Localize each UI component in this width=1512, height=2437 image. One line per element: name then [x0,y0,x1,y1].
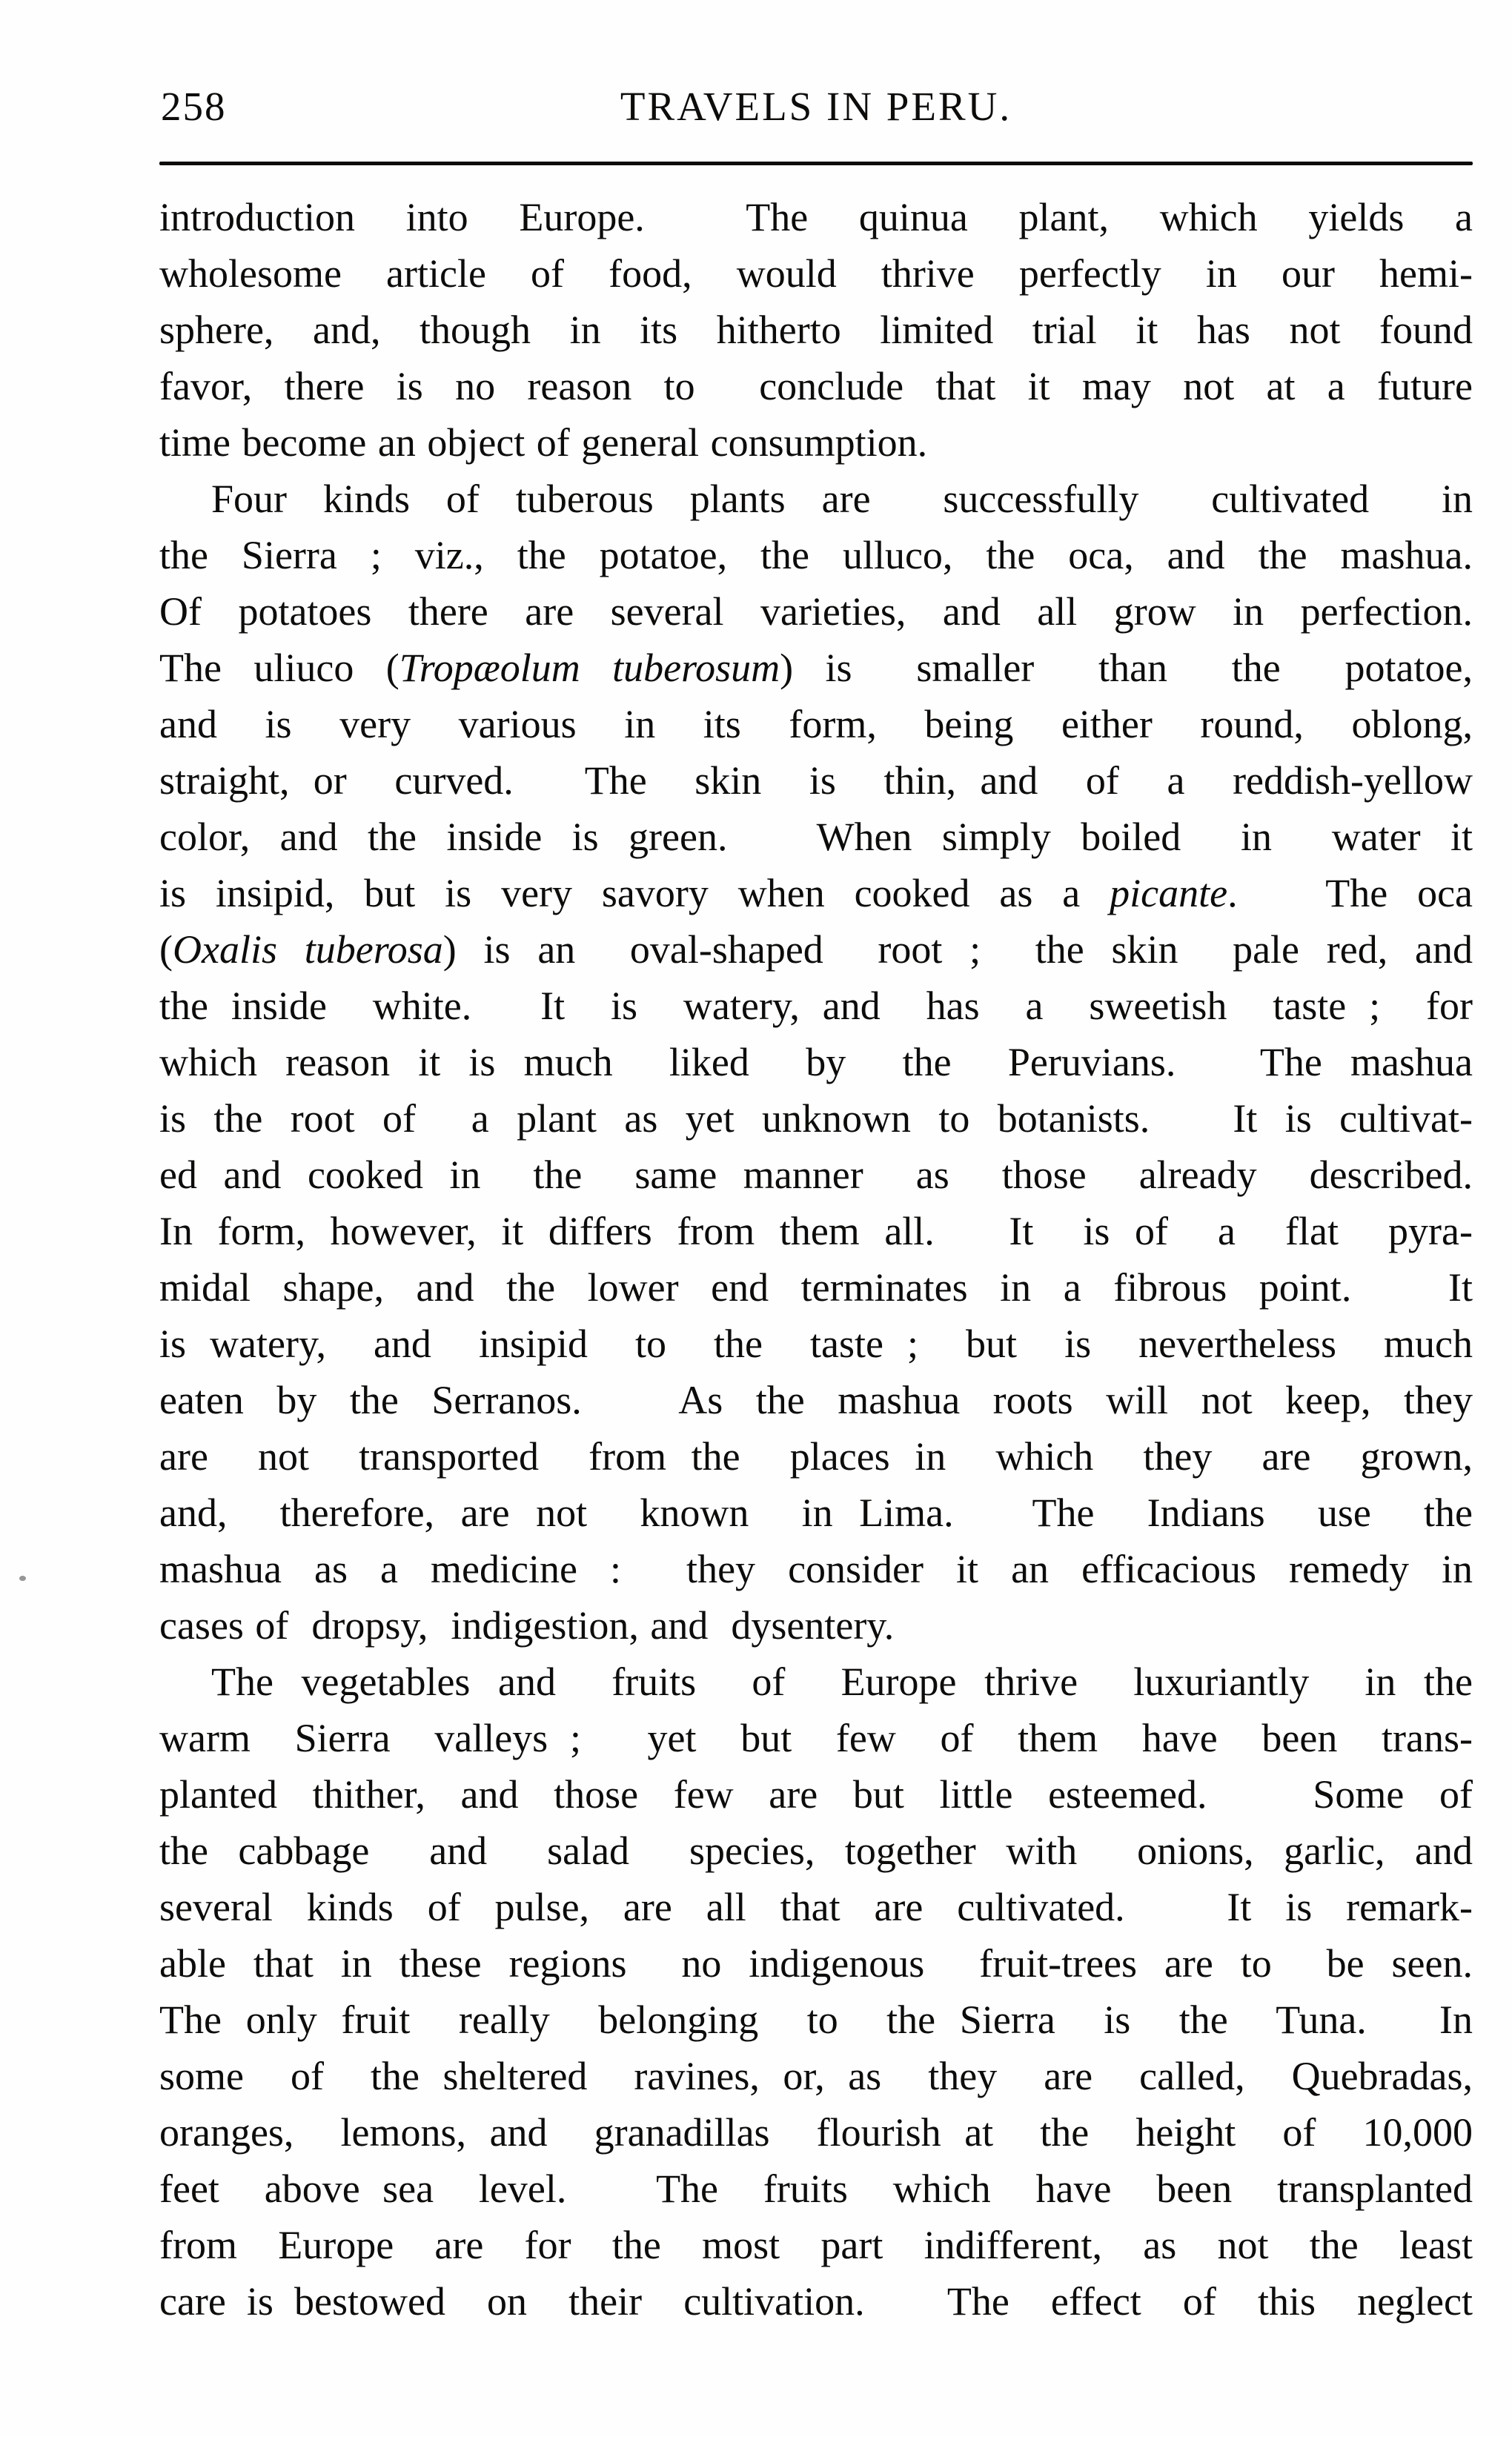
text-line: ed and cooked in the same manner as those already described. [159,1153,1473,1197]
text-line: from Europe are for the most part indifferent, as not the least [159,2223,1473,2267]
latin-name: Oxalis tuberosa [172,927,443,972]
header-rule [159,162,1473,165]
text-line [159,640,1473,696]
text-line: oranges, lemons, and granadillas flourish at the height of 10,000 [159,2110,1473,2155]
text-line: is the root of a plant as yet unknown to botanists. It is cultivat- [159,1096,1473,1141]
text-line: care is bestowed on their cultivation. The effect of this neglect [159,2279,1473,2324]
text-line [159,921,1473,978]
text-segment: is insipid, but is very savory when cooked as a [159,871,1110,915]
text-line: able that in these regions no indigenous fruit-trees are to be seen. [159,1941,1473,1986]
text-segment: ) is smaller than the potatoe, [780,646,1473,690]
text-line: is watery, and insipid to the taste ; but is nevertheless much [159,1322,1473,1366]
text-line: and is very various in its form, being either round, oblong, [159,702,1473,746]
text-line: In form, however, it differs from them all. It is of a flat pyra- [159,1209,1473,1253]
text-line: are not transported from the places in which they are grown, [159,1434,1473,1479]
text-segment: . The oca [1227,871,1473,915]
text-line: cases of dropsy, indigestion, and dysentery. [159,1603,895,1648]
text-line: mashua as a medicine : they consider it an efficacious remedy in [159,1547,1473,1591]
text-line: the cabbage and salad species, together with onions, garlic, and [159,1828,1473,1873]
text-line: midal shape, and the lower end terminates in a fibrous point. It [159,1265,1473,1310]
text-line: several kinds of pulse, are all that are cultivated. It is remark- [159,1885,1473,1929]
foreign-word: picante [1110,871,1228,915]
text-column [159,83,1473,2330]
text-line: favor, there is no reason to conclude that it may not at a future [159,364,1473,408]
text-line: some of the sheltered ravines, or, as they are called, Quebradas, [159,2054,1473,2098]
text-line: feet above sea level. The fruits which have been transplanted [159,2166,1473,2211]
text-segment: The uliuco ( [159,646,399,690]
text-line: and, therefore, are not known in Lima. The Indians use the [159,1491,1473,1535]
text-line: The vegetables and fruits of Europe thrive luxuriantly in the [211,1660,1473,1704]
page-header [159,83,1473,130]
text-line: the inside white. It is watery, and has a sweetish taste ; for [159,984,1473,1028]
text-line: sphere, and, though in its hitherto limited trial it has not found [159,308,1473,352]
text-line: planted thither, and those few are but little esteemed. Some of [159,1772,1473,1817]
text-segment: ) is an oval-shaped root ; the skin pale red, and [442,927,1473,972]
text-line: Of potatoes there are several varieties, and all grow in perfection. [159,589,1473,634]
text-line [159,865,1473,921]
text-line: which reason it is much liked by the Peruvians. The mashua [159,1040,1473,1084]
text-line: time become an object of general consumption. [159,420,928,465]
body-text [159,189,1473,2330]
text-segment: ( [159,927,173,972]
text-line: The only fruit really belonging to the Sierra is the Tuna. In [159,1997,1473,2042]
text-line: Four kinds of tuberous plants are successfully cultivated in [211,477,1473,521]
text-line: wholesome article of food, would thrive perfectly in our hemi- [159,251,1473,296]
page-number: 258 [161,84,227,129]
text-line: color, and the inside is green. When simply boiled in water it [159,815,1473,859]
text-line: eaten by the Serranos. As the mashua roots will not keep, they [159,1378,1473,1422]
running-title: TRAVELS IN PERU. [620,84,1012,129]
latin-name: Tropæolum tuberosum [399,646,780,690]
text-line: the Sierra ; viz., the potatoe, the ulluco, the oca, and the mashua. [159,533,1473,577]
text-line: warm Sierra valleys ; yet but few of them have been trans- [159,1716,1473,1760]
text-line: introduction into Europe. The quinua plant, which yields a [159,195,1473,239]
scan-speck [19,1576,26,1581]
text-line: straight, or curved. The skin is thin, and of a reddish-yellow [159,758,1473,803]
